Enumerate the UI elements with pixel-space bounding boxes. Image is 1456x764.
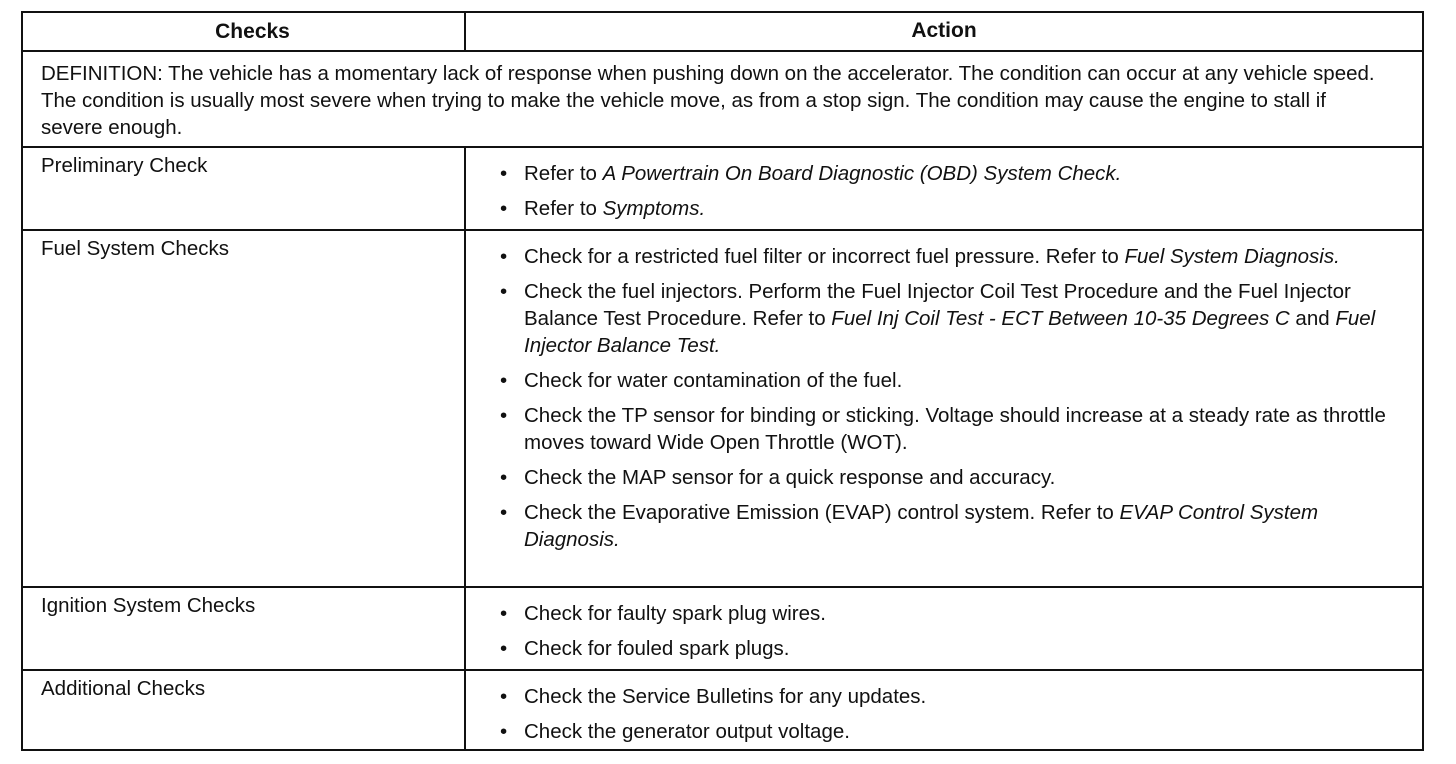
list-item: • Refer to A Powertrain On Board Diagnostic (OBD) System Check.: [500, 162, 1122, 185]
list-item: • Check the Service Bulletins for any updates.: [500, 685, 927, 708]
check-label: Preliminary Check: [23, 148, 466, 229]
table-row: [23, 586, 1422, 669]
action-cell: [466, 671, 1422, 749]
definition-text: DEFINITION: The vehicle has a momentary lack of response when pushing down on the accelerator. The condition can occur at any vehicle speed. The condition is usually most severe when trying to make the vehicle move, as from a stop sign. The condition may cause the engine to stall if severe enough.: [41, 62, 1375, 139]
list-item: • Check the TP sensor for binding or sticking. Voltage should increase at a steady rate as throttle moves toward Wide Open Throttle (WOT).: [500, 404, 1386, 454]
table-header-row: [23, 13, 1422, 50]
list-item: • Check the Evaporative Emission (EVAP) control system. Refer to EVAP Control System Diagnosis.: [500, 501, 1319, 551]
list-item: • Check for fouled spark plugs.: [500, 637, 790, 660]
definition-row: [23, 50, 1422, 146]
table-row: [23, 146, 1422, 229]
list-item: • Check for water contamination of the fuel.: [500, 369, 903, 392]
list-item: • Check for faulty spark plug wires.: [500, 602, 826, 625]
action-cell: [466, 148, 1422, 229]
action-cell: [466, 231, 1422, 586]
header-checks: Checks: [23, 13, 466, 50]
check-label: Additional Checks: [23, 671, 466, 749]
list-item: • Check the MAP sensor for a quick response and accuracy.: [500, 466, 1056, 489]
list-item: • Check the fuel injectors. Perform the Fuel Injector Coil Test Procedure and the Fuel Injector Balance Test Procedure. Refer to Fuel Inj Coil Test - ECT Between 10-35 Degrees C and Fuel Injector Balance Test.: [500, 280, 1376, 357]
action-list: [466, 231, 1422, 553]
diagnostic-table: [21, 11, 1424, 751]
action-list: [466, 671, 1422, 745]
action-list: [466, 148, 1422, 222]
list-item: • Check the generator output voltage.: [500, 720, 850, 743]
action-cell: [466, 588, 1422, 669]
check-label: Ignition System Checks: [23, 588, 466, 669]
header-action: Action: [911, 19, 977, 42]
list-item: • Refer to Symptoms.: [500, 197, 706, 220]
action-list: [466, 588, 1422, 662]
check-label: Fuel System Checks: [23, 231, 466, 586]
table-row: [23, 229, 1422, 586]
table-row: [23, 669, 1422, 749]
list-item: • Check for a restricted fuel filter or incorrect fuel pressure. Refer to Fuel System Diagnosis.: [500, 245, 1340, 268]
